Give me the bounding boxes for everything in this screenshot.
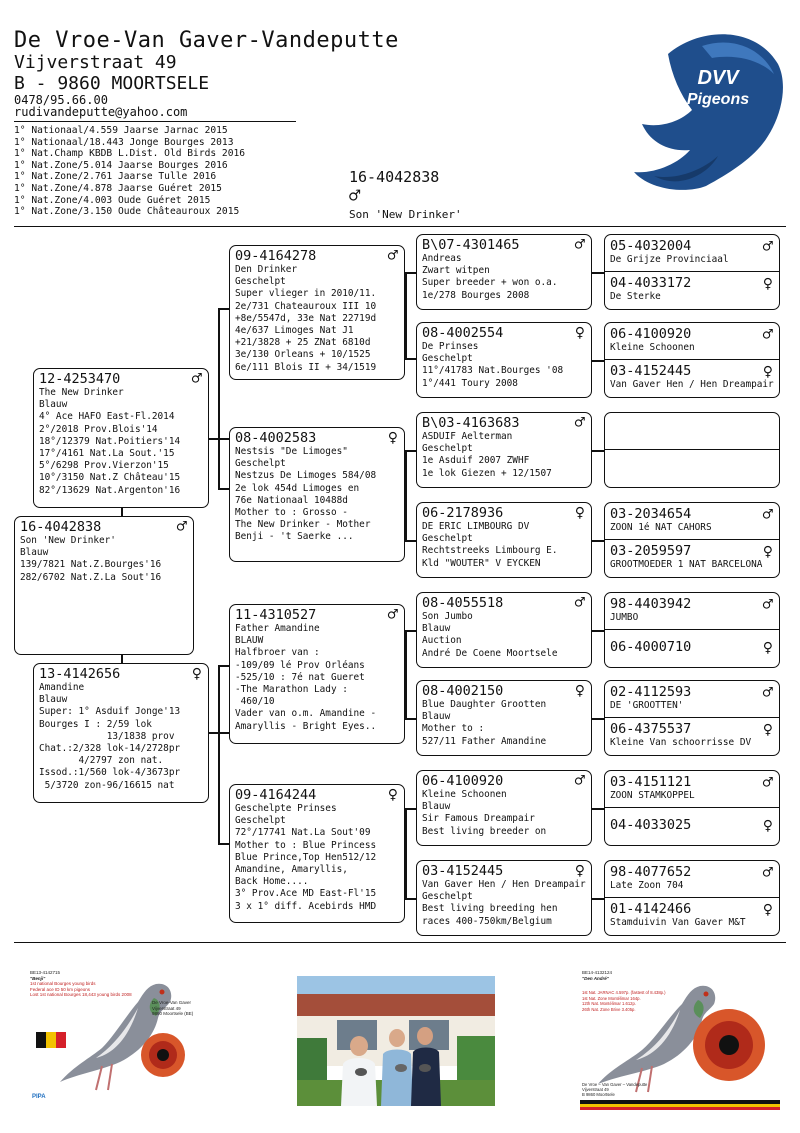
card-line: André De Coene Moortsele — [422, 647, 558, 659]
ring-number: 08-4002150 — [422, 683, 504, 699]
card-line: DE 'GROOTTEN' — [610, 700, 684, 711]
card-line: races 400-750km/Belgium — [422, 915, 552, 927]
ring-number: 06-4100920 — [610, 326, 692, 342]
card-line: -109/09 lé Prov Orléans — [235, 659, 365, 671]
connector-line — [592, 718, 604, 720]
male-symbol-icon: ♂ — [387, 605, 398, 625]
ring-number: 02-4112593 — [610, 684, 692, 700]
card-line: Blue Prince,Top Hen512/12 — [235, 851, 377, 863]
pedigree-card-subject[interactable] — [14, 516, 194, 655]
photo-result: 1st national Bourges young birds — [30, 981, 96, 986]
card-line: De Grijze Provinciaal — [610, 254, 729, 265]
ring-number: 08-4002554 — [422, 325, 504, 341]
pedigree-card-gen3-2[interactable] — [229, 427, 405, 562]
card-line: Super breeder + won o.a. — [422, 277, 558, 289]
connector-line — [592, 808, 604, 810]
achievement-item: 1° Nat.Zone/3.150 Oude Châteauroux 2015 — [14, 206, 240, 218]
pedigree-card-gen3-4[interactable] — [229, 784, 405, 923]
card-line: Amandine — [39, 682, 85, 693]
connector-line — [218, 308, 229, 310]
pedigree-pair-gen5-1[interactable] — [604, 234, 780, 310]
male-symbol-icon: ♂ — [762, 505, 773, 525]
card-line: De Prinses — [422, 341, 479, 352]
pedigree-card-dam[interactable] — [33, 663, 209, 803]
card-line: Father Amandine — [235, 623, 320, 634]
card-line: Kleine Schoonen — [610, 342, 695, 353]
pedigree-card-gen4-6[interactable] — [416, 680, 592, 756]
achievement-item: 1° Nat.Zone/4.878 Jaarse Guéret 2015 — [14, 182, 222, 194]
card-line: Geschelpt — [235, 458, 286, 470]
ring-number: 09-4164244 — [235, 787, 317, 803]
pedigree-card-gen4-2[interactable] — [416, 322, 592, 398]
card-line: Chat.:2/328 lok-14/2728pr — [39, 743, 181, 755]
ring-number: 16-4042838 — [20, 519, 102, 535]
ring-number: 05-4032004 — [610, 238, 692, 254]
ring-number: 06-4375537 — [610, 721, 692, 737]
connector-line — [592, 272, 604, 274]
pedigree-card-gen3-1[interactable] — [229, 245, 405, 380]
connector-line — [218, 665, 229, 667]
ring-number: 11-4310527 — [235, 607, 317, 623]
pedigree-pair-gen5-6[interactable] — [604, 680, 780, 756]
card-line: Amaryllis - Bright Eyes.. — [235, 720, 377, 732]
ring-number: 03-4151121 — [610, 774, 692, 790]
card-line: 82°/13629 Nat.Argenton'16 — [39, 484, 181, 496]
connector-line — [405, 808, 407, 900]
female-symbol-icon: ♀ — [762, 542, 773, 562]
pedigree-card-gen5[interactable] — [605, 718, 779, 755]
female-symbol-icon: ♀ — [762, 816, 773, 836]
ring-number: 06-4100920 — [422, 773, 504, 789]
connector-line — [121, 655, 123, 663]
card-line: Super vlieger in 2010/11. — [235, 288, 377, 300]
ring-number: 03-2059597 — [610, 543, 692, 559]
male-symbol-icon: ♂ — [762, 773, 773, 793]
card-line: Amandine, Amaryllis, — [235, 864, 348, 876]
card-line: Back Home.... — [235, 876, 309, 888]
photo-owner-line: Vijverstraat 49 — [582, 1087, 609, 1092]
flag-stripe-yellow — [46, 1032, 56, 1048]
card-line: BLAUW — [235, 635, 264, 647]
connector-line — [405, 450, 416, 452]
connector-line — [592, 450, 604, 452]
achievement-item: 1° Nationaal/4.559 Jaarse Jarnac 2015 — [14, 125, 228, 136]
card-line: GROOTMOEDER 1 NAT BARCELONA — [610, 559, 763, 570]
connector-line — [592, 898, 604, 900]
female-symbol-icon: ♀ — [574, 503, 585, 523]
card-line: 1e Asduif 2007 ZWHF — [422, 455, 530, 467]
photo-owner-line: Vijverstraat 49 — [152, 1005, 181, 1011]
owners-group-photo — [297, 976, 495, 1106]
achievement-item: 1° Nat.Zone/5.014 Jaarse Bourges 2016 — [14, 159, 228, 171]
card-line: Van Gaver Hen / Hen Dreampair — [422, 879, 586, 890]
pedigree-card-gen5[interactable] — [605, 681, 779, 718]
card-line: Geschelpt — [422, 891, 473, 903]
pedigree-card-gen5[interactable] — [605, 593, 779, 630]
pedigree-card-gen5[interactable] — [605, 898, 779, 935]
card-line: 460/10 — [235, 696, 275, 708]
photo-owners-group — [297, 976, 495, 1106]
photo-owner-line: 9860 Moortsele (BE) — [152, 1011, 194, 1016]
ring-number: 01-4142466 — [610, 901, 692, 917]
connector-line — [405, 450, 407, 542]
card-line: DE ERIC LIMBOURG DV — [422, 521, 530, 532]
card-line: Mother to : — [422, 723, 485, 735]
card-line: Van Gaver Hen / Hen Dreampair — [610, 379, 774, 390]
connector-line — [405, 808, 416, 810]
female-symbol-icon: ♀ — [387, 785, 398, 805]
pedigree-pair-gen5-2[interactable] — [604, 322, 780, 398]
card-line: Blue Daughter Grootten — [422, 699, 547, 710]
connector-line — [405, 272, 407, 360]
male-symbol-icon: ♂ — [762, 863, 773, 883]
female-symbol-icon: ♀ — [762, 638, 773, 658]
female-symbol-icon: ♀ — [762, 274, 773, 294]
female-symbol-icon: ♀ — [762, 720, 773, 740]
ring-number: 12-4253470 — [39, 371, 121, 387]
card-line: Blauw — [422, 801, 451, 813]
female-symbol-icon: ♀ — [387, 428, 398, 448]
pedigree-pair-gen5-4[interactable] — [604, 502, 780, 578]
card-line: Auction — [422, 635, 462, 647]
male-symbol-icon: ♂ — [762, 595, 773, 615]
pedigree-card-gen4-7[interactable] — [416, 770, 592, 846]
card-line: 3° Prov.Ace MD East-Fl'15 — [235, 888, 377, 900]
female-symbol-icon: ♀ — [762, 362, 773, 382]
card-line: 13/1838 prov — [39, 730, 175, 742]
card-line: +21/3828 + 25 ZNat 6810d — [235, 337, 371, 349]
card-line: 4/2797 zon nat. — [39, 755, 164, 767]
ring-number: 03-4152445 — [422, 863, 504, 879]
card-line: 2°/2018 Prov.Blois'14 — [39, 423, 158, 435]
female-symbol-icon: ♀ — [191, 664, 202, 684]
card-line: Son 'New Drinker' — [20, 535, 116, 546]
connector-line — [405, 358, 416, 360]
card-line: 139/7821 Nat.Z.Bourges'16 — [20, 559, 162, 571]
pedigree-card-gen4-8[interactable] — [416, 860, 592, 936]
photo-result: 1st Nat. JARNAC 4.597p. (fastest of 8.438p.) — [582, 990, 666, 995]
male-symbol-icon: ♂ — [574, 593, 585, 613]
connector-line — [592, 540, 604, 542]
card-line: Nestzus De Limoges 584/08 — [235, 470, 377, 482]
connector-line — [218, 308, 220, 488]
owner-email[interactable]: rudivandeputte@yahoo.com — [14, 105, 296, 122]
card-line: +8e/5547d, 33e Nat 22719d — [235, 312, 377, 324]
female-symbol-icon: ♀ — [574, 681, 585, 701]
card-line: Benji - 't Saerke ... — [235, 531, 354, 543]
connector-line — [592, 630, 604, 632]
pedigree-card-gen5-empty[interactable] — [605, 413, 779, 450]
male-symbol-icon: ♂ — [574, 771, 585, 791]
pigeon-eye-icon — [140, 1032, 186, 1078]
owner-city: B - 9860 MOORTSELE — [14, 73, 210, 94]
owner-name: De Vroe-Van Gaver-Vandeputte — [14, 28, 399, 53]
card-line: 4e/637 Limoges Nat J1 — [235, 325, 354, 337]
card-line: 527/11 Father Amandine — [422, 735, 547, 747]
card-line: Late Zoon 704 — [610, 880, 684, 891]
card-line: 1e lok Giezen + 12/1507 — [422, 467, 552, 479]
owner-phone: 0478/95.66.00 — [14, 93, 108, 107]
owner-street: Vijverstraat 49 — [14, 52, 177, 73]
card-line: Andreas — [422, 253, 462, 264]
connector-line — [405, 630, 416, 632]
connector-line — [121, 508, 123, 516]
card-line: 2e lok 454d Limoges en — [235, 482, 360, 494]
card-line: 2e/731 Chateauroux III 10 — [235, 300, 377, 312]
card-line: Blauw — [20, 547, 49, 559]
subject-title: Son 'New Drinker' — [349, 208, 462, 221]
pedigree-pair-gen5-8[interactable] — [604, 860, 780, 936]
card-line: 5/3720 zon-96/16615 nat — [39, 779, 175, 791]
card-line: ZOON 1é NAT CAHORS — [610, 522, 712, 533]
photo-owner-line: B 9860 Moortsele — [582, 1092, 615, 1097]
photo-ring: BE14-4132124 — [582, 970, 613, 975]
card-line: 11°/41783 Nat.Bourges '08 — [422, 365, 564, 377]
pedigree-pair-gen5-7[interactable] — [604, 770, 780, 846]
connector-line — [405, 718, 416, 720]
connector-line — [405, 630, 407, 720]
pigeon-eye-icon — [692, 1008, 766, 1082]
card-line: 6e/111 Blois II + 34/1519 — [235, 361, 377, 373]
card-line: The New Drinker - Mother — [235, 519, 371, 531]
photo-result: 26th Nat. Zone Brive 3.405p. — [582, 1006, 636, 1012]
card-line: Kleine Van schoorrisse DV — [610, 737, 752, 748]
card-line: Blauw — [39, 694, 68, 706]
photo-result: Federal ace ID 50 km pigeons — [30, 986, 91, 992]
card-line: Mother to : Blue Princess — [235, 839, 377, 851]
flag-stripe-black — [36, 1032, 46, 1048]
pedigree-pair-gen5-3[interactable] — [604, 412, 780, 488]
connector-line — [405, 898, 416, 900]
pedigree-pair-gen5-5[interactable] — [604, 592, 780, 668]
logo-text-pigeons: Pigeons — [686, 91, 750, 108]
male-symbol-icon: ♂ — [574, 235, 585, 255]
pedigree-card-gen5[interactable] — [605, 235, 779, 272]
card-line: Stamduivin Van Gaver M&T — [610, 917, 746, 928]
card-line: -525/10 : 7é nat Gueret — [235, 671, 365, 683]
ring-number: 03-2034654 — [610, 506, 692, 522]
card-line: Super: 1° Asduif Jonge'13 — [39, 706, 181, 718]
male-symbol-icon: ♂ — [762, 325, 773, 345]
card-line: Nestsis "De Limoges" — [235, 446, 348, 457]
ring-number: 04-4033025 — [610, 817, 692, 833]
card-line: Geschelpt — [422, 353, 473, 365]
card-line: Issod.:1/560 lok-4/3673pr — [39, 767, 181, 779]
pedigree-card-gen5[interactable] — [605, 630, 779, 667]
achievement-item: 1° Nat.Zone/2.761 Jaarse Tulle 2016 — [14, 171, 217, 183]
card-line: ASDUIF Aelterman — [422, 431, 513, 442]
card-line: The New Drinker — [39, 387, 124, 398]
ring-number: B\03-4163683 — [422, 415, 520, 431]
card-line: Geschelpte Prinses — [235, 803, 337, 814]
card-line: Geschelpt — [422, 533, 473, 545]
ring-number: B\07-4301465 — [422, 237, 520, 253]
pedigree-card-sire[interactable] — [33, 368, 209, 508]
card-line: 5°/6298 Prov.Vierzon'15 — [39, 460, 169, 472]
connector-line — [218, 843, 229, 845]
ring-number: 08-4002583 — [235, 430, 317, 446]
card-line: Son Jumbo — [422, 611, 473, 622]
ring-number: 08-4055518 — [422, 595, 504, 611]
pedigree-card-gen5[interactable] — [605, 360, 779, 397]
female-symbol-icon: ♀ — [574, 861, 585, 881]
pedigree-card-gen4-5[interactable] — [416, 592, 592, 668]
pedigree-card-gen3-3[interactable] — [229, 604, 405, 744]
photo-den-andre — [580, 970, 780, 1110]
pedigree-card-gen5[interactable] — [605, 808, 779, 845]
male-symbol-icon: ♂ — [191, 369, 202, 389]
ring-number: 06-4000710 — [610, 639, 692, 655]
achievements-list — [14, 125, 245, 218]
connector-line — [405, 272, 416, 274]
pedigree-card-gen5-empty[interactable] — [605, 450, 779, 487]
card-line: 10°/3150 Nat.Z Château'15 — [39, 472, 181, 484]
card-line: 72°/17741 Nat.La Sout'09 — [235, 827, 371, 839]
pedigree-card-gen5[interactable] — [605, 861, 779, 898]
card-line: Best living breeding hen — [422, 903, 558, 915]
card-line: Halfbroer van : — [235, 647, 320, 659]
ring-number: 04-4033172 — [610, 275, 692, 291]
card-line: 4° Ace HAFO East-Fl.2014 — [39, 411, 175, 423]
card-line: 3 x 1° diff. Acebirds HMD — [235, 900, 377, 912]
card-line: Geschelpt — [235, 815, 286, 827]
connector-line — [218, 488, 229, 490]
bottom-divider — [14, 942, 786, 943]
card-line: Geschelpt — [235, 276, 286, 288]
card-line: De Sterke — [610, 291, 661, 302]
photo-result: 12th Nat. Montélimar 1.612p. — [582, 1001, 637, 1006]
pedigree-card-gen5[interactable] — [605, 272, 779, 309]
card-line: Rechtstreeks Limbourg E. — [422, 545, 558, 557]
ring-number: 98-4077652 — [610, 864, 692, 880]
card-line: 1e/278 Bourges 2008 — [422, 289, 530, 301]
card-line: Kleine Schoonen — [422, 789, 507, 800]
card-line: 17°/4161 Nat.La Sout.'15 — [39, 448, 175, 460]
achievement-item: 1° Nat.Zone/4.003 Oude Guéret 2015 — [14, 194, 211, 206]
photo-result: 1st Nat. Zone Montélimar 164p. — [582, 995, 641, 1001]
photo-name: "Benji" — [30, 975, 46, 981]
photo-owner — [152, 1000, 193, 1017]
pedigree-card-gen5[interactable] — [605, 323, 779, 360]
card-line: Best living breeder on — [422, 825, 547, 837]
connector-line — [218, 665, 220, 843]
male-symbol-icon: ♂ — [387, 246, 398, 266]
card-line: Bourges I : 2/59 lok — [39, 718, 152, 730]
card-line: Blauw — [422, 711, 451, 723]
card-line: Blauw — [422, 623, 451, 635]
card-line: Vader van o.m. Amandine - — [235, 708, 377, 720]
pedigree-card-gen4-3[interactable] — [416, 412, 592, 488]
pedigree-card-gen5[interactable] — [605, 503, 779, 540]
pedigree-card-gen4-1[interactable] — [416, 234, 592, 310]
ring-number: 09-4164278 — [235, 248, 317, 264]
photo-benji — [28, 970, 220, 1110]
male-symbol-icon: ♂ — [349, 185, 361, 207]
subject-ring: 16-4042838 — [349, 168, 440, 186]
card-line: 76e Nationaal 10488d — [235, 494, 348, 506]
card-line: JUMBO — [610, 612, 639, 623]
card-line: Geschelpt — [422, 443, 473, 455]
connector-line — [592, 360, 604, 362]
ring-number: 13-4142656 — [39, 666, 121, 682]
achievement-item: 1° Nationaal/18.443 Jonge Bourges 2013 — [14, 136, 234, 148]
card-line: -The Marathon Lady : — [235, 684, 348, 696]
card-line: Blauw — [39, 399, 68, 411]
logo-text-dvv: DVV — [697, 67, 739, 89]
pedigree-card-gen5[interactable] — [605, 771, 779, 808]
ring-number: 03-4152445 — [610, 363, 692, 379]
pipa-badge: PIPA — [32, 1094, 46, 1100]
achievement-item: 1° Nat.Champ KBDB L.Dist. Old Birds 2016 — [14, 148, 246, 160]
card-line: Kld "WOUTER" V EYCKEN — [422, 557, 541, 569]
ring-number: 06-2178936 — [422, 505, 504, 521]
photo-result: Lost 1st national Bourges 18,443 young birds 2008 — [30, 992, 132, 997]
connector-line — [405, 540, 416, 542]
male-symbol-icon: ♂ — [762, 237, 773, 257]
photo-name: "Den André" — [582, 975, 609, 981]
photo-owner — [582, 1082, 647, 1097]
male-symbol-icon: ♂ — [574, 413, 585, 433]
pedigree-card-gen4-4[interactable] — [416, 502, 592, 578]
card-line: 1°/441 Toury 2008 — [422, 377, 518, 389]
dvv-pigeons-logo — [628, 24, 784, 192]
card-line: ZOON STAMKOPPEL — [610, 790, 695, 801]
card-line: 3e/130 Orleans + 10/1525 — [235, 349, 371, 361]
card-line: Mother to : Grosso - — [235, 507, 348, 519]
male-symbol-icon: ♂ — [762, 683, 773, 703]
top-divider — [14, 226, 786, 227]
card-line: Den Drinker — [235, 264, 298, 275]
pedigree-card-gen5[interactable] — [605, 540, 779, 577]
female-symbol-icon: ♀ — [574, 323, 585, 343]
photo-owner-line: De Vroe-Van Gaver — [152, 1000, 192, 1005]
ring-number: 98-4403942 — [610, 596, 692, 612]
male-symbol-icon: ♂ — [176, 517, 187, 537]
photo-ring: BE13-4142715 — [30, 970, 61, 975]
flag-stripe-red — [580, 1107, 780, 1110]
card-line: 18°/12379 Nat.Poitiers'14 — [39, 435, 181, 447]
photo-owner-line: De Vroe – Van Gaver – Vandeputte — [582, 1082, 648, 1087]
card-line: Zwart witpen — [422, 265, 490, 277]
card-line: 282/6702 Nat.Z.La Sout'16 — [20, 571, 162, 583]
female-symbol-icon: ♀ — [762, 900, 773, 920]
card-line: Sir Famous Dreampair — [422, 813, 535, 825]
